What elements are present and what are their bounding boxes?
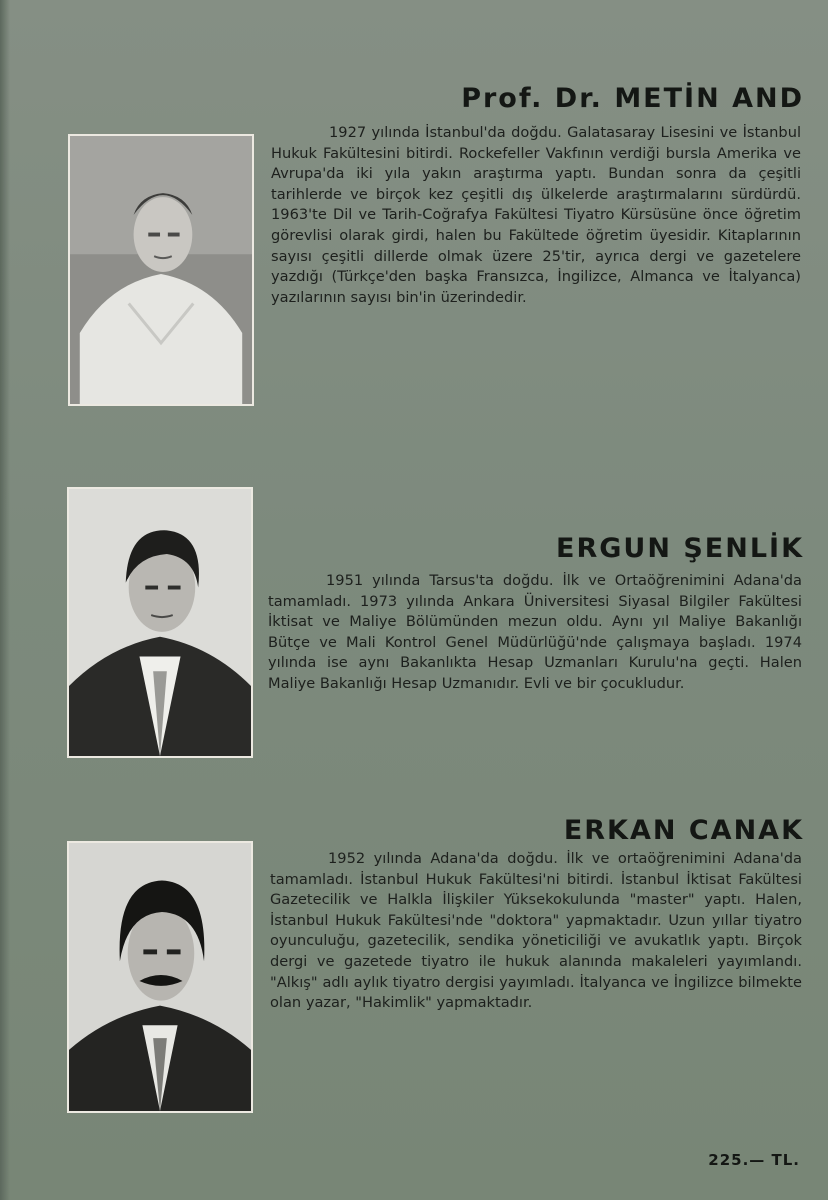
author-name: ERKAN CANAK (563, 815, 804, 846)
author-bio: 1952 yılında Adana'da doğdu. İlk ve ortaöğrenimini Adana'da tamamladı. İstanbul Hukuk Fakültesi'ni bitirdi. İstanbul İktisat Fakültesi Gazetecilik ve Halkla İlişkiler Yüksekokulunda "master" yaptı. Halen, İstanbul Hukuk Fakültesi'nde "doktora" yapmaktadır. Uzun yıllar tiyatro oyunculuğu, gazetecilik, sendika yöneticiliği ve avukatlık yaptı. Birçok dergi ve gazetede tiyatro ile hukuk alanında makaleleri yayımlandı. "Alkış" adlı aylık tiyatro dergisi yayımladı. İtalyanca ve İngilizce bilmekte olan yazar, "Hakimlik" yapmaktadır. (270, 850, 802, 1012)
portrait-photo-icon (70, 136, 252, 404)
author-section-metin-and (0, 0, 828, 440)
author-section-ergun-senlik (0, 440, 828, 800)
author-section-erkan-canak (0, 800, 828, 1140)
author-name: Prof. Dr. METİN AND (461, 83, 804, 114)
author-bio: 1927 yılında İstanbul'da doğdu. Galatasaray Lisesini ve İstanbul Hukuk Fakültesini bitirdi. Rockefeller Vakfının verdiği bursla Amerika ve Avrupa'da iki yıla yakın araştırma yaptı. Bundan sonra da çeşitli tarihlerde ve birçok kez çeşitli dış ülkelerde araştırmalarını sürdürdü. 1963'te Dil ve Tarih-Coğrafya Fakültesi Tiyatro Kürsüsüne önce öğretim görevlisi olarak girdi, halen bu Fakültede öğretim üyesidir. Kitaplarının sayısı çeşitli dillerde olmak üzere 25'tir, ayrıca dergi ve gazetelere yazdığı (Türkçe'den başka Fransızca, İngilizce, Almanca ve İtalyanca) yazılarının sayısı bin'in üzerindedir. (271, 124, 801, 306)
author-photo (68, 134, 254, 406)
author-photo (67, 841, 253, 1113)
price-label: 225.— TL. (708, 1151, 800, 1169)
author-name: ERGUN ŞENLİK (556, 533, 804, 564)
author-bio: 1951 yılında Tarsus'ta doğdu. İlk ve Ortaöğrenimini Adana'da tamamladı. 1973 yılında Ankara Üniversitesi Siyasal Bilgiler Fakültesi İktisat ve Maliye Bölümünden mezun oldu. Aynı yıl Maliye Bakanlığı Bütçe ve Mali Kontrol Genel Müdürlüğü'nde çalışmaya başladı. 1974 yılında ise aynı Bakanlıkta Hesap Uzmanları Kurulu'na geçti. Halen Maliye Bakanlığı Hesap Uzmanıdır. Evli ve bir çocukludur. (268, 572, 802, 692)
portrait-photo-icon (69, 489, 251, 756)
portrait-photo-icon (69, 843, 251, 1111)
author-photo (67, 487, 253, 758)
